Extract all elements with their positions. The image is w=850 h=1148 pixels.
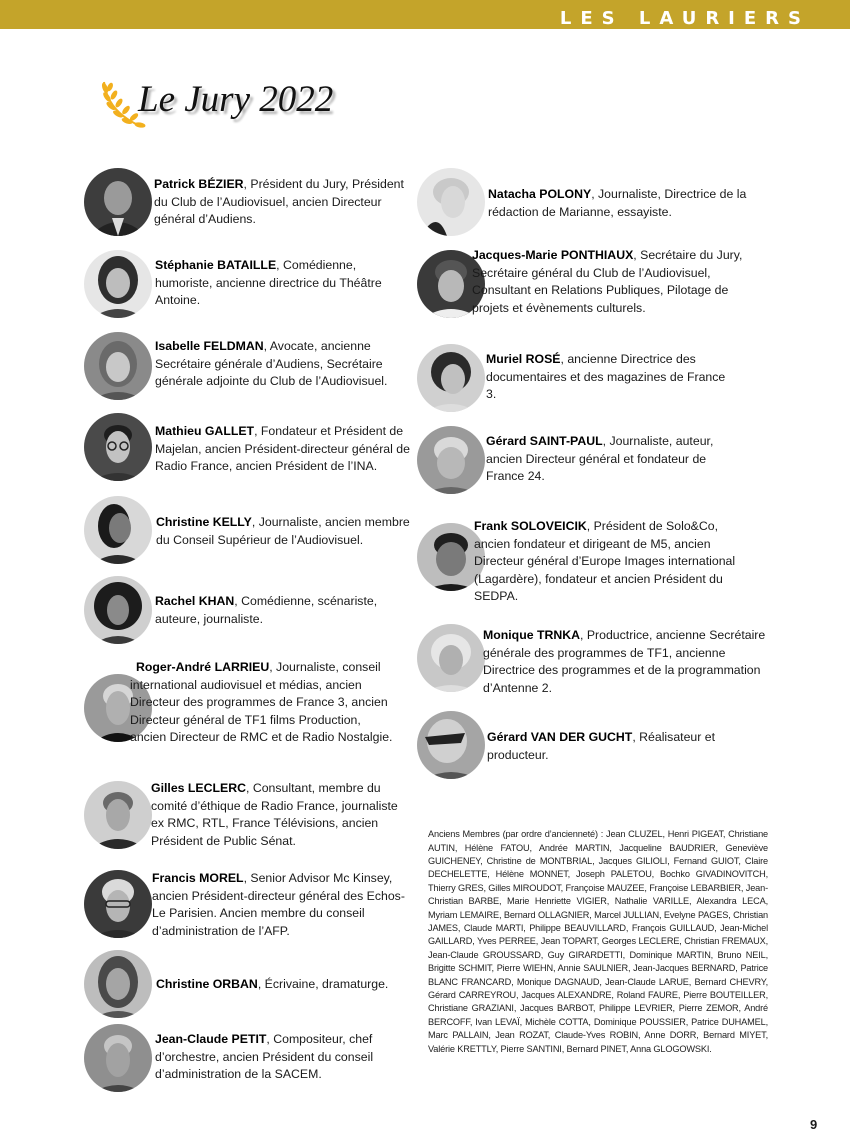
member-description: , Journaliste, ancien membre du Conseil Supérieur de l’Audiovisuel.: [156, 515, 410, 547]
member-name: Christine KELLY: [156, 515, 252, 529]
member-description: , ancienne Directrice des documentaires et des magazines de France 3.: [486, 352, 726, 401]
member-bio: [155, 338, 410, 391]
member-bio: [155, 423, 415, 476]
avatar-patrick-bezier: [84, 168, 152, 236]
former-members-list: Anciens Membres (par ordre d’ancienneté) : Jean CLUZEL, Henri PIGEAT, Christiane AUTIN, Hélène FATOU, Andrée MARTIN, Jacqueline BAUDRIER, Geneviève GUICHENEY, Christine de MONTBRIAL, Jacques GILIOLI, Fernand GUIOT, Claire DECHELETTE, Hélène MONNET, Joseph PALETOU, Bochko GIVADINOVITCH, Thierry GRES, Gilles MIROUDOT, Françoise MAUZEE, Françoise LEBARBIER, Jean-Christian BARBE, Marie Henriette VIGIER, Nathalie VARILLE, Alexandra LECA, Myriam LEMAIRE, Bernard OLLAGNIER, Marcel JULLIAN, Evelyne PAGES, Christian JAMES, Claude MARTI, Philippe BEAUVILLARD, François GUILLAUD, Jean-Michel GAILLARD, Yves PERREE, Jean TOPART, Georges LECLERE, Christian FREMAUX, Jean-Claude GROUSSARD, Guy GIRARDETTI, Dominique MARTIN, Bruno NEIL, Brigitte SCHMIT, Pierre WIEHN, Annie SAULNIER, Jean-Jacques BERNARD, Patrice BLANC FRANCARD, Monique DAGNAUD, Jean-Claude LARUE, Bernard CHEVRY, Gérard CARREYROU, Jacques ALEXANDRE, Roland FAURE, Pierre BOUTEILLER, Christiane GRAZIANI, Jacques BARBOT, Philippe LEVRIER, Pierre ZEMOR, André BERCOFF, Ivan LEVAÏ, Michèle COTTA, Dominique POUSSIER, Patrice DUHAMEL, Marc PALLAIN, Jean ROZAT, Claude-Yves ROBIN, Anne DORR, Bernard MIYET, Valérie KRETTLY, Pierre SANTINI, Bernard PINET, Anna GLOGOWSKI.: [428, 829, 768, 1054]
section-title: LES LAURIERS: [559, 8, 810, 29]
member-bio: [474, 518, 754, 606]
member-bio: [155, 593, 405, 628]
member-description: , Journaliste, conseil international audiovisuel et médias, ancien Directeur des programmes de France 3, ancien Directeur général de TF1 films Production, ancien Directeur de RMC et de Radio Nostalgie.: [130, 660, 393, 744]
member-bio: [472, 247, 747, 317]
member-name: Jean-Claude PETIT: [155, 1032, 267, 1046]
member-description: , Compositeur, chef d’orchestre, ancien Président du conseil d’administration de la SACEM.: [155, 1032, 374, 1081]
member-description: , Écrivaine, dramaturge.: [257, 977, 389, 991]
member-description: , Avocate, ancienne Secrétaire générale d’Audiens, Secrétaire générale adjointe du Club de l’Audiovisuel.: [155, 339, 388, 388]
member-name: Mathieu GALLET: [155, 424, 255, 438]
member-description: , Journaliste, Directrice de la rédaction de Marianne, essayiste.: [488, 187, 747, 219]
member-bio: [156, 514, 416, 549]
member-bio: [155, 257, 400, 310]
member-description: , Comédienne, scénariste, auteure, journaliste.: [155, 594, 378, 626]
avatar-isabelle-feldman: [84, 332, 152, 400]
member-name: Frank SOLOVEICIK: [474, 519, 587, 533]
avatar-christine-orban: [84, 950, 152, 1018]
avatar-monique-trnka: [417, 624, 485, 692]
member-description: , Président du Jury, Président du Club de l’Audiovisuel, ancien Directeur général d’Audiens.: [154, 177, 404, 226]
member-bio: [155, 1031, 410, 1084]
avatar-gilles-leclerc: [84, 781, 152, 849]
member-description: , Secrétaire du Jury, Secrétaire général du Club de l’Audiovisuel, Consultant en Relations Publiques, Pilotage de projets et évènements culturels.: [472, 248, 743, 315]
avatar-christine-kelly: [84, 496, 152, 564]
avatar-jean-claude-petit: [84, 1024, 152, 1092]
member-name: Christine ORBAN: [156, 977, 258, 991]
member-bio: [486, 351, 736, 404]
member-name: Rachel KHAN: [155, 594, 235, 608]
member-name: Gérard SAINT-PAUL: [486, 434, 603, 448]
member-name: Patrick BÉZIER: [154, 177, 244, 191]
member-name: Roger-André LARRIEU: [136, 660, 270, 674]
member-name: Monique TRNKA: [483, 628, 580, 642]
avatar-mathieu-gallet: [84, 413, 152, 481]
member-description: , Fondateur et Président de Majelan, ancien Président-directeur général de Radio France, ancien Président de l’INA.: [155, 424, 410, 473]
member-bio: [488, 186, 748, 221]
header-bar: [0, 0, 850, 29]
member-description: , Senior Advisor Mc Kinsey, ancien Président-directeur général des Echos-Le Parisien. Ancien membre du conseil d’administration de l’AFP.: [152, 871, 405, 938]
avatar-gerard-van-der-gucht: [417, 711, 485, 779]
page-number: 9: [810, 1117, 818, 1132]
member-bio: [156, 976, 411, 994]
member-bio: [154, 176, 409, 229]
member-name: Gérard VAN DER GUCHT: [487, 730, 633, 744]
member-name: Gilles LECLERC: [151, 781, 246, 795]
member-bio: [130, 659, 400, 747]
avatar-francis-morel: [84, 870, 152, 938]
member-name: Muriel ROSÉ: [486, 352, 561, 366]
member-name: Francis MOREL: [152, 871, 244, 885]
member-bio: [486, 433, 746, 486]
member-description: , Réalisateur et producteur.: [487, 730, 716, 762]
page-title: Le Jury 2022: [138, 79, 334, 120]
member-name: Natacha POLONY: [488, 187, 592, 201]
avatar-natacha-polony: [417, 168, 485, 236]
member-bio: [487, 729, 737, 764]
member-bio: [152, 870, 407, 940]
member-description: , Consultant, membre du comité d’éthique de Radio France, journaliste ex RMC, RTL, France Télévisions, ancien Président de Public Sénat.: [151, 781, 398, 848]
member-name: Isabelle FELDMAN: [155, 339, 264, 353]
member-description: , Président de Solo&Co, ancien fondateur et dirigeant de M5, ancien Directeur général d’Europe Images international (Lagardère), fondateur et ancien Président du SEDPA.: [474, 519, 736, 603]
member-description: , Comédienne, humoriste, ancienne directrice du Théâtre Antoine.: [155, 258, 382, 307]
member-name: Stéphanie BATAILLE: [155, 258, 277, 272]
avatar-stephanie-bataille: [84, 250, 152, 318]
member-bio: [151, 780, 406, 850]
member-description: , Journaliste, auteur, ancien Directeur général et fondateur de France 24.: [486, 434, 714, 483]
member-description: , Productrice, ancienne Secrétaire générale des programmes de TF1, ancienne Directrice des programmes et de la programmation d’Antenne 2.: [483, 628, 766, 695]
avatar-gerard-saint-paul: [417, 426, 485, 494]
member-bio: [483, 627, 773, 697]
avatar-muriel-rose: [417, 344, 485, 412]
member-name: Jacques-Marie PONTHIAUX: [472, 248, 634, 262]
avatar-rachel-khan: [84, 576, 152, 644]
